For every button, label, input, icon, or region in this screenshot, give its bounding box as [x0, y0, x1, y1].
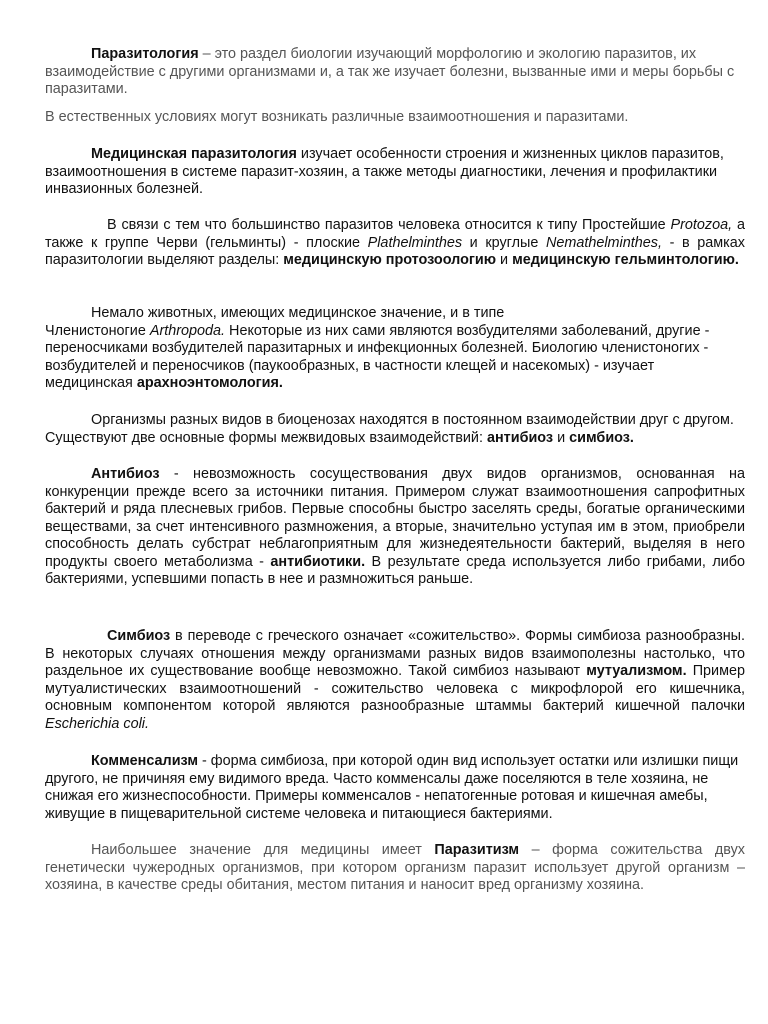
paragraph-medical-parasitology: Медицинская паразитология изучает особенности строения и жизненных циклов паразитов, взаимоотношения в системе паразит-хозяин, а также методы диагностики, лечения и профилактики инвазионных болезней. — [45, 146, 724, 197]
term-commensalism: Комменсализм — [91, 753, 198, 769]
term-medical-parasitology: Медицинская паразитология — [91, 146, 297, 162]
term-protozoology: медицинскую протозоологию — [283, 252, 497, 268]
term-antibiosis-heading: Антибиоз — [91, 466, 160, 482]
term-parasitology: Паразитология — [91, 46, 199, 62]
term-antibiosis: антибиоз — [486, 429, 554, 446]
term-antibiotics: антибиотики. — [270, 553, 366, 570]
paragraph-parasitology: Паразитология – это раздел биологии изучающий морфологию и экологию паразитов, их взаимодействие с другими организмами и, а так же изучает болезни, вызванные ими и меры борьбы с паразитами. — [45, 46, 735, 97]
term-helminthology: медицинскую гельминтологию. — [512, 252, 739, 268]
paragraph-interactions: Организмы разных видов в биоценозах находятся в постоянном взаимодействии друг с другом. Существуют две основные формы межвидовых взаимодействий: антибиоз и симбиоз. — [45, 412, 734, 446]
paragraph-arthropoda: Немало животных, имеющих медицинское значение, и в типе Членистоногие Arthropoda. Некоторые из них сами являются возбудителями заболеваний, другие - переносчиками возбудителей паразитарных и инфекционных болезней. Биологию членистоногих - возбудителей и переносчиков (паукообразных, в частности клещей и насекомых) - изучает медицинская арахноэнтомология. — [45, 305, 710, 391]
term-arachnoentomology: арахноэнтомология. — [136, 375, 283, 391]
paragraph-sections: В связи с тем что большинство паразитов человека относится к типу Простейшие Protozoa, а также к группе Черви (гельминты) - плоские Plathelminthes и круглые Nemathelminthes, - в рамках паразитологии выделяют разделы: медицинскую протозоологию и медицинскую гельминтологию. — [45, 217, 745, 268]
term-symbiosis: симбиоз. — [569, 429, 634, 446]
paragraph-symbiosis: Симбиоз в переводе с греческого означает «сожительство». Формы симбиоза разнообразны. В некоторых случаях отношения между организмами разных видов взаимополезны настолько, что раздельное их существование вообще невозможно. Такой симбиоз называют мутуализмом. Пример мутуалистических взаимоотношений - сожительство человека с микрофлорой его кишечника, основным компонентом которой являются разнообразные штаммы бактерий кишечной палочки Escherichia coli. — [45, 628, 745, 732]
term-symbiosis-heading: Симбиоз — [107, 628, 171, 644]
paragraph-commensalism: Комменсализм - форма симбиоза, при которой один вид использует остатки или излишки пищи другого, не причиняя ему видимого вреда. Часто комменсалы даже поселяются в теле хозяина, не снижая его жизнеспособности. Примеры комменсалов - непатогенные ротовая и кишечная амебы, живущие в пищеварительной системе человека и питающиеся бактериями. — [45, 753, 739, 822]
paragraph-natural-conditions: В естественных условиях могут возникать различные взаимоотношения и паразитами. — [45, 109, 629, 125]
term-mutualism: мутуализмом. — [586, 663, 687, 679]
paragraph-antibiosis: Антибиоз - невозможность сосуществования двух видов организмов, основанная на конкуренции прежде всего за источники питания. Примером служат взаимоотношения сапрофитных бактерий и ряда плесневых грибов. Первые способны быстро заселять среды, богатые органическими веществами, за счет интенсивного размножения, а вторые, значительно уступая им в этом, приобрели способность делать субстрат неблагоприятным для жизнедеятельности бактерий, выделяя в него продукты своего метаболизма - антибиотики. В результате среда используется либо грибами, либо бактериями, успевшими попасть в нее и размножиться раньше. — [45, 466, 745, 587]
paragraph-parasitism: Наибольшее значение для медицины имеет Паразитизм – форма сожительства двух генетически чужеродных организмов, при котором организм паразит использует другой организм – хозяина, в качестве среды обитания, местом питания и наносит вред организму хозяина. — [45, 842, 745, 893]
term-parasitism: Паразитизм — [434, 842, 520, 858]
